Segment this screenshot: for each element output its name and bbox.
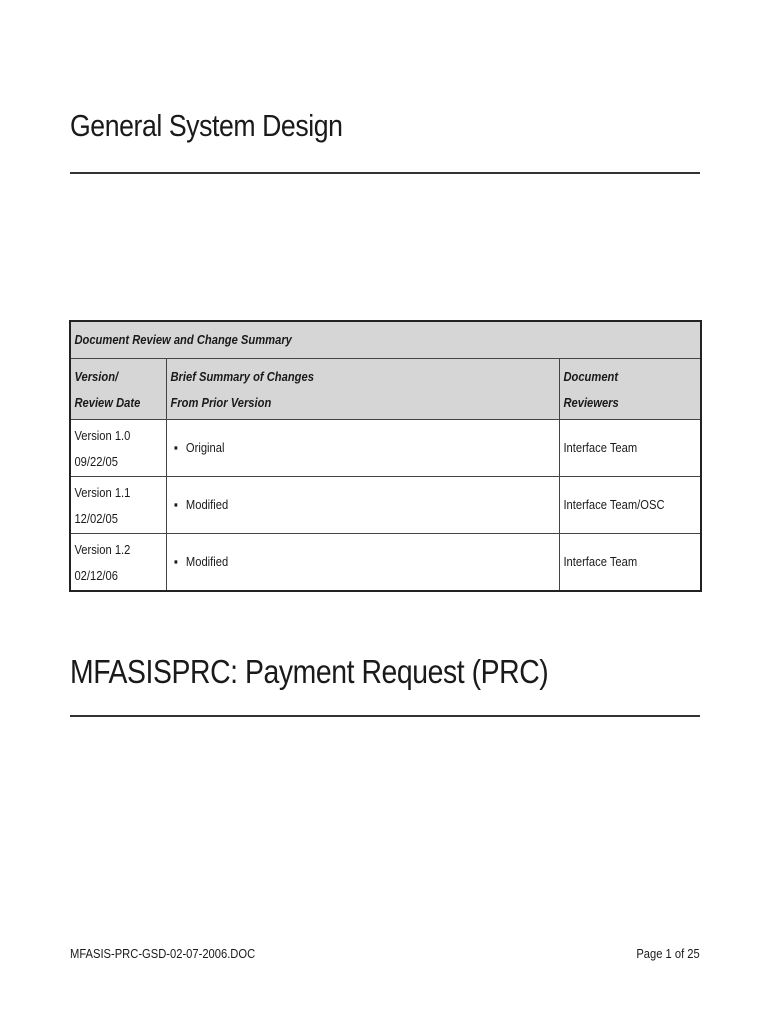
bullet-icon: ▪	[173, 440, 178, 455]
bullet-icon: ▪	[173, 554, 178, 569]
change-summary-table	[69, 320, 702, 592]
header-reviewers: Document Reviewers	[559, 359, 701, 420]
version-cell: Version 1.1 12/02/05	[70, 477, 166, 534]
table-header-row	[70, 359, 701, 420]
table-caption: Document Review and Change Summary	[70, 321, 701, 359]
header-version: Version/ Review Date	[70, 359, 166, 420]
section-title: MFASISPRC: Payment Request (PRC)	[70, 653, 549, 690]
table-row	[70, 534, 701, 592]
table-row	[70, 477, 701, 534]
table-row	[70, 420, 701, 477]
bullet-icon: ▪	[173, 497, 178, 512]
footer-filename: MFASIS-PRC-GSD-02-07-2006.DOC	[70, 946, 256, 961]
page-title: General System Design	[70, 108, 343, 143]
reviewers-cell: Interface Team	[559, 534, 701, 592]
reviewers-cell: Interface Team/OSC	[559, 477, 701, 534]
title-divider	[70, 172, 700, 174]
version-cell: Version 1.2 02/12/06	[70, 534, 166, 592]
footer-page-number: Page 1 of 25	[636, 946, 700, 961]
version-cell: Version 1.0 09/22/05	[70, 420, 166, 477]
table-caption-row	[70, 321, 701, 359]
header-summary: Brief Summary of Changes From Prior Version	[166, 359, 559, 420]
reviewers-cell: Interface Team	[559, 420, 701, 477]
summary-cell: ▪ Original	[166, 420, 559, 477]
summary-cell: ▪ Modified	[166, 477, 559, 534]
summary-cell: ▪ Modified	[166, 534, 559, 592]
section-divider	[70, 715, 700, 717]
